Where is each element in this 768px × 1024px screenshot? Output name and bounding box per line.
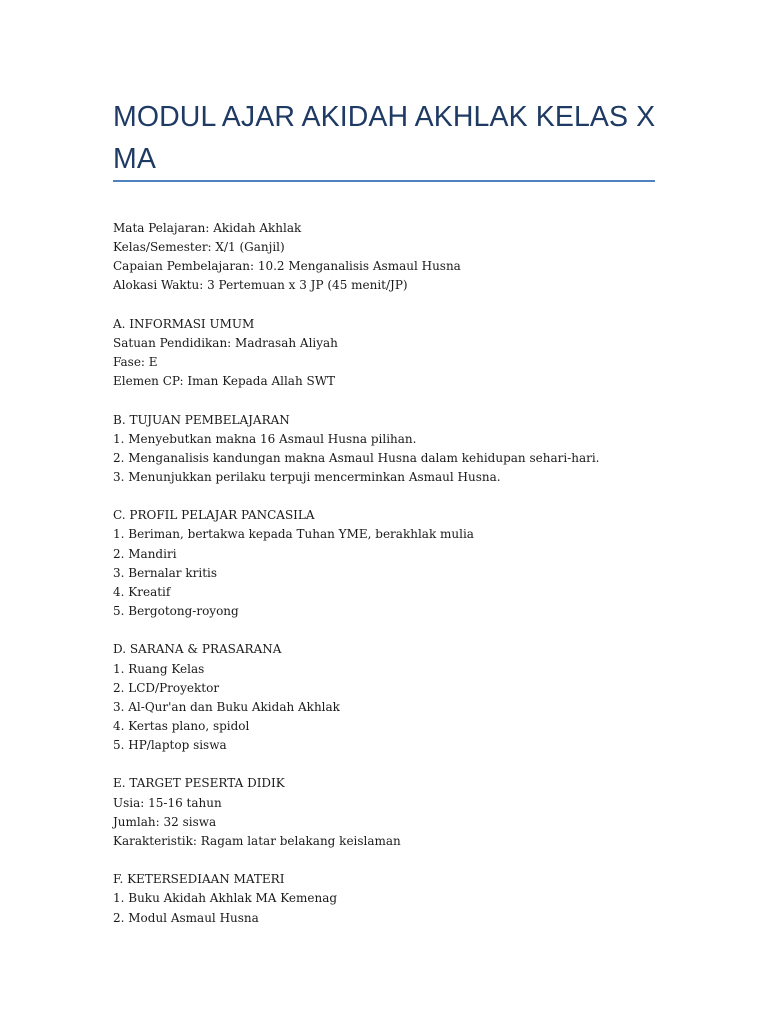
list-item: 1. Buku Akidah Akhlak MA Kemenag	[113, 891, 338, 906]
list-item: 5. HP/laptop siswa	[113, 738, 227, 753]
meta-block	[113, 219, 673, 296]
section-heading: C. PROFIL PELAJAR PANCASILA	[113, 508, 315, 523]
list-item: 1. Ruang Kelas	[113, 661, 205, 676]
list-item: 1. Menyebutkan makna 16 Asmaul Husna pilihan.	[113, 431, 417, 446]
section-b	[113, 411, 673, 488]
meta-class-semester: Kelas/Semester: X/1 (Ganjil)	[113, 240, 285, 255]
section-line: Karakteristik: Ragam latar belakang keislaman	[113, 833, 401, 848]
list-item: 2. LCD/Proyektor	[113, 680, 220, 695]
list-item: 4. Kreatif	[113, 584, 171, 599]
meta-learning-outcome: Capaian Pembelajaran: 10.2 Menganalisis Asmaul Husna	[113, 259, 461, 274]
section-a	[113, 315, 673, 392]
section-line: Elemen CP: Iman Kepada Allah SWT	[113, 374, 336, 389]
section-line: Usia: 15-16 tahun	[113, 795, 222, 810]
list-item: 2. Menganalisis kandungan makna Asmaul Husna dalam kehidupan sehari-hari.	[113, 450, 600, 465]
section-c	[113, 506, 673, 621]
title-underline	[113, 180, 655, 182]
section-d	[113, 640, 673, 755]
section-line: Fase: E	[113, 355, 158, 370]
list-item: 3. Al-Qur'an dan Buku Akidah Akhlak	[113, 699, 340, 714]
section-f	[113, 870, 673, 927]
list-item: 4. Kertas plano, spidol	[113, 719, 250, 733]
list-item: 2. Modul Asmaul Husna	[113, 910, 259, 925]
meta-time-allocation: Alokasi Waktu: 3 Pertemuan x 3 JP (45 menit/JP)	[113, 278, 408, 293]
page-title: MODUL AJAR AKIDAH AKHLAK KELAS X MA	[113, 101, 656, 175]
section-line: Jumlah: 32 siswa	[113, 814, 217, 829]
section-heading: A. INFORMASI UMUM	[113, 316, 255, 331]
section-e	[113, 774, 673, 851]
list-item: 2. Mandiri	[113, 546, 177, 561]
section-heading: E. TARGET PESERTA DIDIK	[113, 776, 285, 791]
section-heading: F. KETERSEDIAAN MATERI	[113, 872, 285, 887]
meta-subject: Mata Pelajaran: Akidah Akhlak	[113, 221, 302, 235]
list-item: 5. Bergotong-royong	[113, 604, 239, 619]
document-body	[113, 219, 673, 947]
section-heading: B. TUJUAN PEMBELAJARAN	[113, 412, 290, 427]
list-item: 1. Beriman, bertakwa kepada Tuhan YME, berakhlak mulia	[113, 527, 474, 542]
list-item: 3. Menunjukkan perilaku terpuji mencerminkan Asmaul Husna.	[113, 470, 501, 484]
section-heading: D. SARANA & PRASARANA	[113, 642, 282, 657]
list-item: 3. Bernalar kritis	[113, 565, 218, 580]
section-line: Satuan Pendidikan: Madrasah Aliyah	[113, 335, 338, 350]
